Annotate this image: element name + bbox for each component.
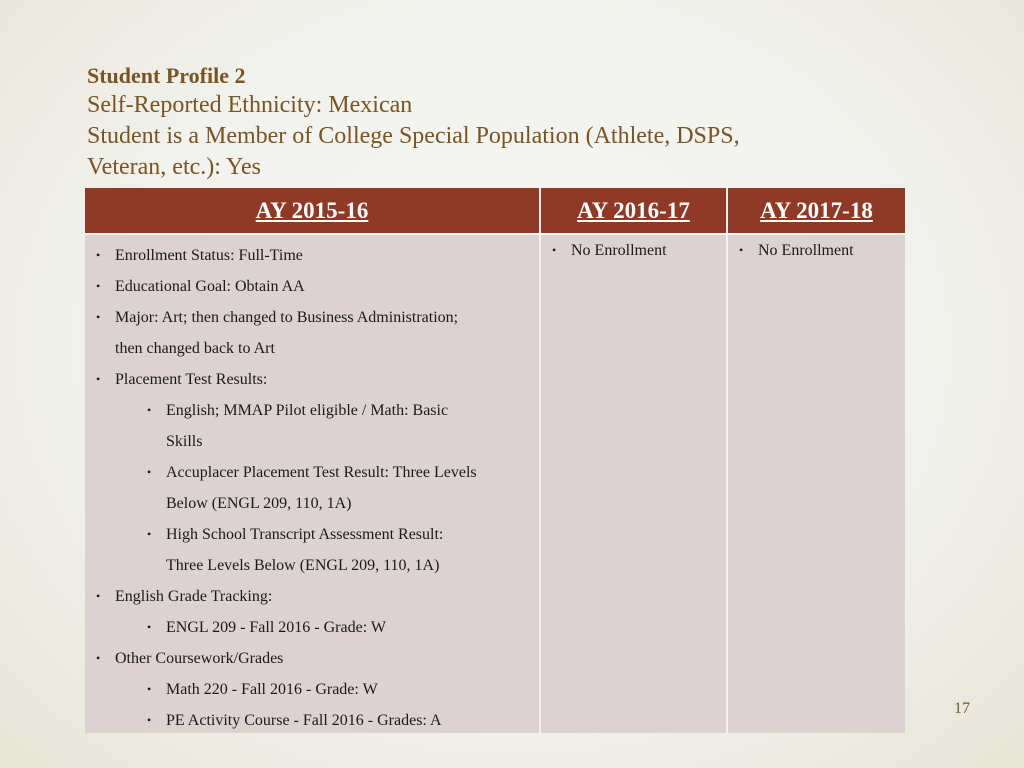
list-item — [85, 581, 539, 612]
bullet-icon: • — [147, 527, 152, 541]
column-header-ay-2015-16: AY 2015-16 — [85, 188, 541, 233]
ay-2017-18-list — [728, 235, 905, 266]
list-item — [85, 302, 539, 333]
list-item-text: Three Levels Below (ENGL 209, 110, 1A) — [166, 557, 440, 574]
list-item — [85, 643, 539, 674]
column-header-ay-2017-18: AY 2017-18 — [760, 197, 873, 223]
bullet-icon: • — [147, 465, 152, 479]
list-item — [85, 488, 539, 519]
list-item — [85, 612, 539, 643]
cell-ay-2015-16 — [85, 235, 541, 733]
profile-table — [85, 188, 905, 733]
list-item-text: Major: Art; then changed to Business Administration; — [115, 309, 459, 326]
list-item-text: Enrollment Status: Full-Time — [115, 247, 303, 264]
slide-header — [87, 62, 917, 183]
list-item — [85, 395, 539, 426]
list-item-text: Skills — [166, 433, 203, 450]
list-item-text: ENGL 209 - Fall 2016 - Grade: W — [166, 619, 386, 636]
list-item — [541, 235, 726, 266]
list-item — [85, 674, 539, 705]
list-item — [85, 705, 539, 736]
list-item-text: PE Activity Course - Fall 2016 - Grades: A — [166, 712, 442, 729]
list-item-text: High School Transcript Assessment Result: — [166, 526, 444, 543]
ethnicity-line: Self-Reported Ethnicity: Mexican — [87, 92, 413, 118]
special-population-line: Student is a Member of College Special Population (Athlete, DSPS, — [87, 123, 740, 149]
ay-2015-16-list — [85, 235, 539, 736]
list-item-text: Math 220 - Fall 2016 - Grade: W — [166, 681, 378, 698]
list-item-text: No Enrollment — [758, 242, 854, 259]
bullet-icon: • — [96, 651, 101, 665]
list-item — [85, 271, 539, 302]
table-header-row — [85, 188, 905, 233]
list-item — [85, 519, 539, 550]
list-item-text: then changed back to Art — [115, 340, 275, 357]
list-item — [85, 426, 539, 457]
bullet-icon: • — [147, 713, 152, 727]
bullet-icon: • — [96, 279, 101, 293]
list-item — [85, 364, 539, 395]
cell-ay-2016-17 — [541, 235, 728, 733]
page-number: 17 — [954, 700, 970, 717]
list-item — [85, 457, 539, 488]
list-item-text: English; MMAP Pilot eligible / Math: Basic — [166, 402, 449, 419]
special-population-line-cont: Veteran, etc.): Yes — [87, 154, 261, 180]
table-body-row — [85, 235, 905, 733]
bullet-icon: • — [147, 682, 152, 696]
column-header-ay-2016-17: AY 2016-17 — [541, 188, 728, 233]
bullet-icon: • — [96, 372, 101, 386]
list-item — [85, 333, 539, 364]
slide-title: Student Profile 2 — [87, 63, 246, 88]
list-item-text: Accuplacer Placement Test Result: Three Levels — [166, 464, 477, 481]
bullet-icon: • — [96, 248, 101, 262]
list-item-text: Below (ENGL 209, 110, 1A) — [166, 495, 352, 512]
list-item-text: No Enrollment — [571, 242, 667, 259]
cell-ay-2017-18 — [728, 235, 905, 733]
bullet-icon: • — [739, 243, 744, 257]
list-item-text: Placement Test Results: — [115, 371, 268, 388]
list-item-text: English Grade Tracking: — [115, 588, 273, 605]
bullet-icon: • — [147, 403, 152, 417]
list-item-text: Other Coursework/Grades — [115, 650, 284, 667]
bullet-icon: • — [147, 620, 152, 634]
list-item-text: Educational Goal: Obtain AA — [115, 278, 305, 295]
ay-2016-17-list — [541, 235, 726, 266]
bullet-icon: • — [96, 310, 101, 324]
list-item — [85, 550, 539, 581]
bullet-icon: • — [96, 589, 101, 603]
list-item — [728, 235, 905, 266]
bullet-icon: • — [552, 243, 557, 257]
list-item — [85, 240, 539, 271]
